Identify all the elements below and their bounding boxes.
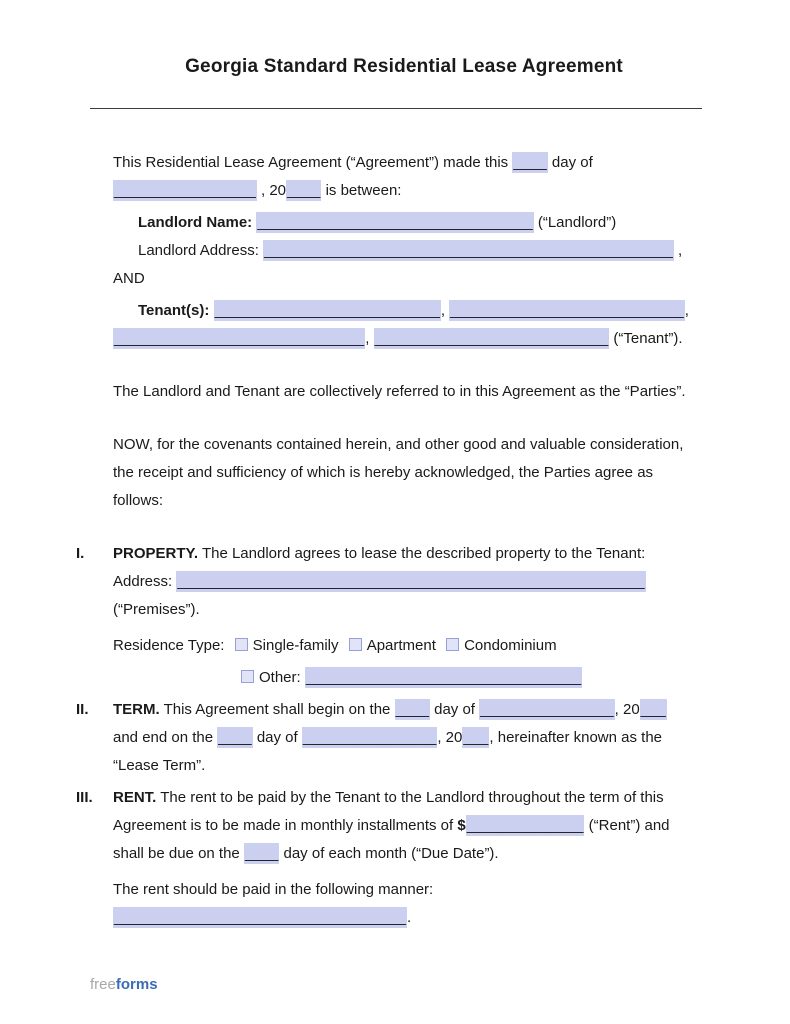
section-property-number: I. bbox=[76, 545, 85, 562]
residence-type-line bbox=[113, 632, 695, 660]
property-address-label: Address: bbox=[113, 573, 173, 590]
payment-manner-blank-line bbox=[113, 904, 695, 932]
option-condominium: Condominium bbox=[464, 637, 557, 654]
rent-text-1: The rent to be paid by the Tenant to the Landlord throughout the term of this Agreement is to be made in monthly installments of bbox=[113, 789, 664, 834]
term-begin-day-blank[interactable]: ____ bbox=[395, 701, 429, 718]
intro-year-blank[interactable]: ____ bbox=[287, 182, 321, 199]
checkbox-other[interactable] bbox=[241, 670, 254, 683]
intro-text-4: is between: bbox=[325, 182, 402, 199]
section-property bbox=[76, 540, 695, 692]
term-end-month-blank[interactable]: ________________ bbox=[302, 729, 437, 746]
landlord-address-blank[interactable]: _________________________________________________ bbox=[264, 242, 673, 259]
term-begin-month-blank[interactable]: ________________ bbox=[480, 701, 614, 718]
residence-type-label: Residence Type: bbox=[113, 637, 225, 654]
tenant-name-blank-4[interactable]: ____________________________ bbox=[374, 330, 609, 347]
landlord-name-suffix: (“Landlord”) bbox=[537, 214, 617, 231]
rent-text-3: day of each month (“Due Date”). bbox=[283, 845, 499, 862]
tenants-label: Tenant(s): bbox=[138, 302, 210, 319]
option-single-family: Single-family bbox=[252, 637, 339, 654]
term-text-3: , 20 bbox=[614, 701, 640, 718]
other-residence-blank[interactable]: _________________________________ bbox=[305, 669, 582, 686]
term-text-7: , hereinafter known as the “Lease Term”. bbox=[113, 729, 663, 774]
rent-heading: RENT. bbox=[113, 789, 157, 806]
section-rent-number: III. bbox=[76, 789, 93, 806]
option-other-label: Other: bbox=[259, 669, 301, 686]
logo-forms: forms bbox=[115, 976, 158, 993]
parties-paragraph: The Landlord and Tenant are collectively referred to in this Agreement as the “Parties”. bbox=[113, 383, 686, 400]
rent-paragraph bbox=[113, 784, 695, 868]
rent-due-day-blank[interactable]: ____ bbox=[244, 845, 279, 862]
property-address-line bbox=[113, 568, 695, 596]
property-heading: PROPERTY. bbox=[113, 545, 199, 562]
option-apartment: Apartment bbox=[366, 637, 436, 654]
intro-text-2: day of bbox=[551, 154, 593, 171]
tenant-comma-2: , bbox=[684, 302, 689, 319]
rent-text-2: (“Rent”) and shall be due on the bbox=[113, 817, 670, 862]
tenant-name-blank-1[interactable]: ___________________________ bbox=[214, 302, 440, 319]
tenant-line-2 bbox=[113, 325, 695, 353]
now-paragraph: NOW, for the covenants contained herein, and other good and valuable consideration, the receipt and sufficiency of which is hereby acknowledged, the Parties agree as follows: bbox=[113, 436, 684, 509]
intro-paragraph bbox=[113, 149, 695, 205]
checkbox-apartment[interactable] bbox=[349, 638, 362, 651]
landlord-name-label: Landlord Name: bbox=[138, 214, 253, 231]
tenant-comma-1: , bbox=[440, 302, 445, 319]
payment-manner-blank[interactable]: ___________________________________ bbox=[114, 909, 406, 926]
and-label: AND bbox=[113, 270, 145, 287]
term-end-day-blank[interactable]: ____ bbox=[218, 729, 252, 746]
term-text-4: and end on the bbox=[113, 729, 214, 746]
landlord-address-suffix: , bbox=[678, 242, 683, 259]
landlord-name-blank[interactable]: _________________________________ bbox=[257, 214, 533, 231]
landlord-name-line bbox=[138, 209, 695, 237]
term-text-6: , 20 bbox=[437, 729, 463, 746]
tenant-comma-3: , bbox=[365, 330, 370, 347]
term-end-year-blank[interactable]: ___ bbox=[463, 729, 489, 746]
intro-month-blank[interactable]: _________________ bbox=[114, 182, 256, 199]
property-text: The Landlord agrees to lease the described property to the Tenant: bbox=[201, 545, 646, 562]
manner-period: . bbox=[406, 909, 412, 926]
landlord-address-label: Landlord Address: bbox=[138, 242, 259, 259]
property-address-blank[interactable]: ________________________________________________________ bbox=[177, 573, 645, 590]
payment-manner-line: The rent should be paid in the following manner: bbox=[113, 881, 434, 898]
property-intro-line bbox=[113, 540, 695, 568]
tenant-name-blank-3[interactable]: ______________________________ bbox=[114, 330, 365, 347]
term-begin-year-blank[interactable]: ___ bbox=[640, 701, 666, 718]
tenant-suffix: (“Tenant”). bbox=[613, 330, 683, 347]
term-text-5: day of bbox=[256, 729, 298, 746]
intro-text-3: , 20 bbox=[261, 182, 287, 199]
intro-text-1: This Residential Lease Agreement (“Agreement”) made this bbox=[113, 154, 509, 171]
section-term bbox=[76, 696, 695, 780]
residence-other-line bbox=[235, 664, 695, 692]
term-heading: TERM. bbox=[113, 701, 160, 718]
term-text-1: This Agreement shall begin on the bbox=[163, 701, 391, 718]
intro-day-blank[interactable]: ____ bbox=[513, 154, 547, 171]
freeforms-logo bbox=[90, 976, 158, 993]
term-text-2: day of bbox=[434, 701, 475, 718]
section-rent bbox=[76, 784, 695, 932]
checkbox-condominium[interactable] bbox=[446, 638, 459, 651]
document-title: Georgia Standard Residential Lease Agreement bbox=[185, 56, 623, 77]
checkbox-single-family[interactable] bbox=[235, 638, 248, 651]
logo-free: free bbox=[90, 976, 116, 993]
rent-amount-blank[interactable]: ______________ bbox=[466, 817, 584, 834]
tenant-line-1 bbox=[138, 297, 695, 325]
landlord-address-line bbox=[138, 237, 695, 265]
section-term-number: II. bbox=[76, 701, 89, 718]
tenant-name-blank-2[interactable]: ____________________________ bbox=[450, 302, 684, 319]
title-divider bbox=[90, 108, 702, 109]
dollar-sign: $ bbox=[457, 817, 466, 834]
premises-line: (“Premises”). bbox=[113, 601, 200, 618]
